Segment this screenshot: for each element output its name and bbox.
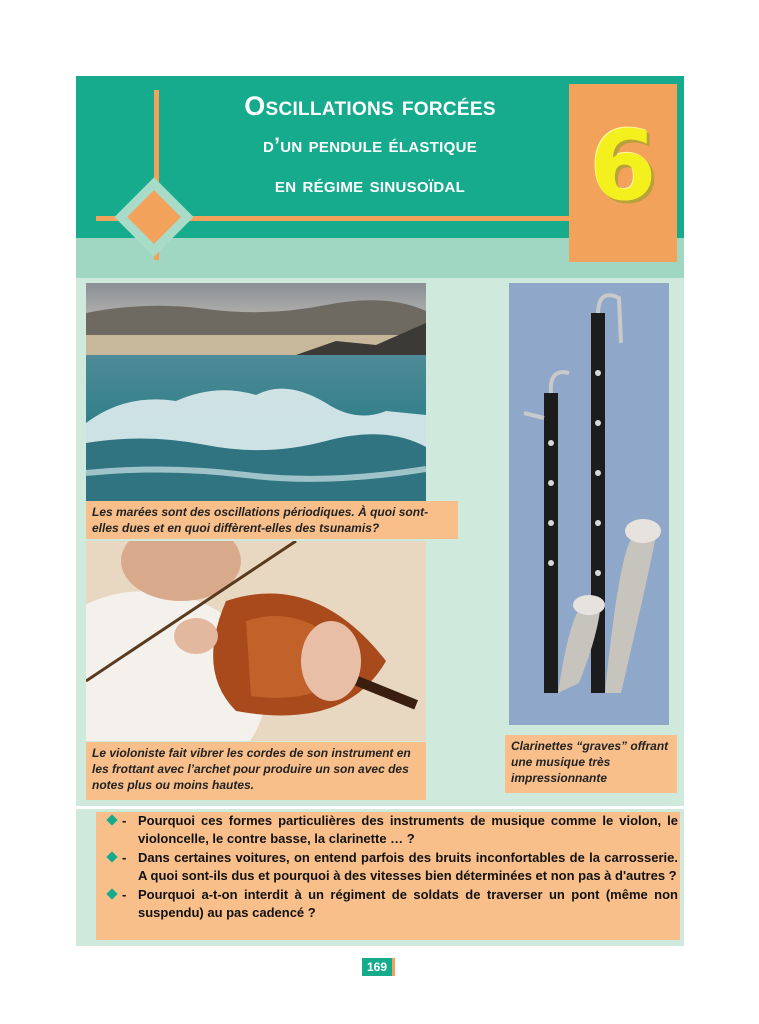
violinist-photo (86, 541, 426, 741)
sea-waves-photo (86, 283, 426, 501)
title-line-2: d’un pendule élastique (262, 134, 478, 157)
question-item (108, 849, 678, 885)
question-item (108, 812, 678, 848)
title-line-3: en régime sinusoïdal (274, 174, 466, 197)
question-dash: - (122, 850, 127, 865)
title-line-1: Oscillations forcées (244, 91, 496, 121)
question-dash: - (122, 813, 127, 828)
question-text: Pourquoi ces formes particulières des instruments de musique comme le violon, le violoncelle, le contre basse, la clarinette … ? (138, 813, 678, 846)
separator-line (76, 806, 684, 809)
chapter-title (180, 86, 560, 206)
clarinet-photo-caption: Clarinettes “graves” offrant une musique très impressionnante (505, 735, 677, 793)
diamond-bullet-icon (106, 814, 117, 825)
questions-list (108, 812, 678, 923)
bass-clarinets-photo (509, 283, 669, 725)
diamond-bullet-icon (106, 888, 117, 899)
question-text: Pourquoi a-t-on interdit à un régiment de soldats de traverser un pont (même non suspendu) au pas cadencé ? (138, 887, 678, 920)
question-text: Dans certaines voitures, on entend parfois des bruits inconfortables de la carrosserie. A quoi sont-ils dus et pourquoi à des vitesses bien déterminées et non pas à d'autres ? (138, 850, 678, 883)
page-number: 169 (362, 958, 392, 976)
diamond-bullet-icon (106, 851, 117, 862)
sea-photo-caption: Les marées sont des oscillations périodiques. À quoi sont-elles dues et en quoi diffèrent-elles des tsunamis? (86, 501, 458, 539)
question-item (108, 886, 678, 922)
chapter-number: 6 (589, 110, 657, 222)
question-dash: - (122, 887, 127, 902)
violin-photo-caption: Le violoniste fait vibrer les cordes de son instrument en les frottant avec l’archet pour produire un son avec des notes plus ou moins hautes. (86, 742, 426, 800)
